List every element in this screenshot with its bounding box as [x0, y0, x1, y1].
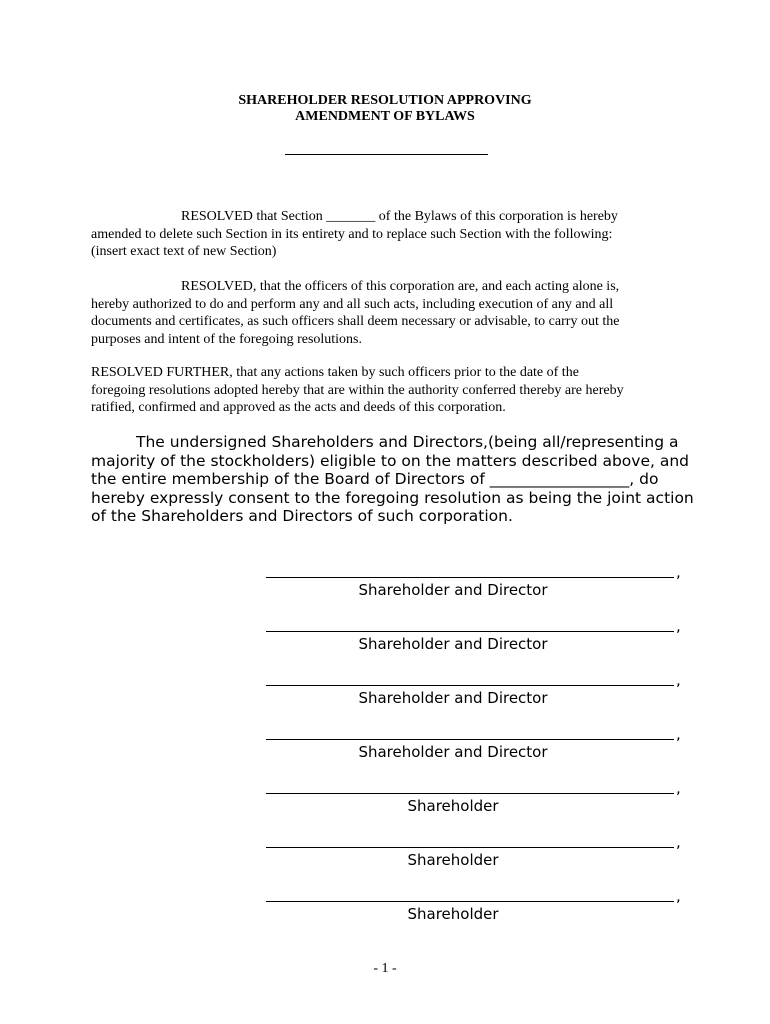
paragraph-line: RESOLVED, that the officers of this corporation are, and each acting alone is, — [181, 279, 620, 294]
paragraph-line: hereby authorized to do and perform any and all such acts, including execution of any and all — [91, 296, 614, 312]
signature-label: Shareholder — [407, 797, 499, 815]
resolution-paragraph-3 — [91, 364, 677, 417]
signature-comma: , — [676, 887, 681, 905]
paragraph-line: purposes and intent of the foregoing resolutions. — [91, 331, 363, 347]
document-title-line-2: AMENDMENT OF BYLAWS — [295, 109, 475, 124]
signature-block — [266, 833, 686, 887]
paragraph-line: majority of the stockholders) eligible to on the matters described above, and — [91, 451, 690, 470]
paragraph-line: documents and certificates, as such officers shall deem necessary or advisable, to carry out the — [91, 314, 620, 329]
signature-block — [266, 563, 686, 617]
signature-line[interactable] — [266, 847, 674, 848]
signature-block — [266, 617, 686, 671]
signature-label: Shareholder and Director — [358, 635, 548, 653]
signature-comma: , — [676, 779, 681, 797]
signature-line[interactable] — [266, 577, 674, 578]
signature-comma: , — [676, 833, 681, 851]
paragraph-line: RESOLVED that Section _______ of the Bylaws of this corporation is hereby — [181, 209, 618, 224]
resolution-paragraph-1 — [91, 208, 677, 261]
resolution-paragraph-2 — [91, 278, 677, 348]
signature-comma: , — [676, 671, 681, 689]
signature-label: Shareholder and Director — [358, 689, 548, 707]
consent-paragraph — [91, 433, 694, 526]
signature-block — [266, 779, 686, 833]
paragraph-line: (insert exact text of new Section) — [91, 244, 277, 259]
paragraph-line: foregoing resolutions adopted hereby that are within the authority conferred thereby are hereby — [91, 382, 624, 398]
paragraph-line: hereby expressly consent to the foregoing resolution as being the joint action — [91, 488, 694, 507]
signature-block — [266, 671, 686, 725]
signature-comma: , — [676, 617, 681, 635]
paragraph-line: RESOLVED FURTHER, that any actions taken by such officers prior to the date of the — [91, 365, 579, 380]
signature-comma: , — [676, 563, 681, 581]
signature-block — [266, 887, 686, 941]
document-title-line-1: SHAREHOLDER RESOLUTION APPROVING — [238, 93, 532, 108]
signature-label: Shareholder and Director — [358, 581, 548, 599]
signature-comma: , — [676, 725, 681, 743]
signature-label: Shareholder and Director — [358, 743, 548, 761]
paragraph-line: of the Shareholders and Directors of such corporation. — [91, 507, 513, 525]
signature-label: Shareholder — [407, 851, 499, 869]
paragraph-line: amended to delete such Section in its entirety and to replace such Section with the following: — [91, 226, 613, 242]
signature-block — [266, 725, 686, 779]
title-underline — [285, 154, 488, 155]
page-number: - 1 - — [373, 961, 397, 976]
paragraph-line: the entire membership of the Board of Directors of __________________, do — [91, 470, 659, 488]
signature-line[interactable] — [266, 739, 674, 740]
paragraph-line: The undersigned Shareholders and Directors,(being all/representing a — [136, 433, 679, 451]
signature-line[interactable] — [266, 793, 674, 794]
signature-line[interactable] — [266, 631, 674, 632]
signature-label: Shareholder — [407, 905, 499, 923]
signature-line[interactable] — [266, 901, 674, 902]
signature-line[interactable] — [266, 685, 674, 686]
paragraph-line: ratified, confirmed and approved as the acts and deeds of this corporation. — [91, 400, 506, 415]
